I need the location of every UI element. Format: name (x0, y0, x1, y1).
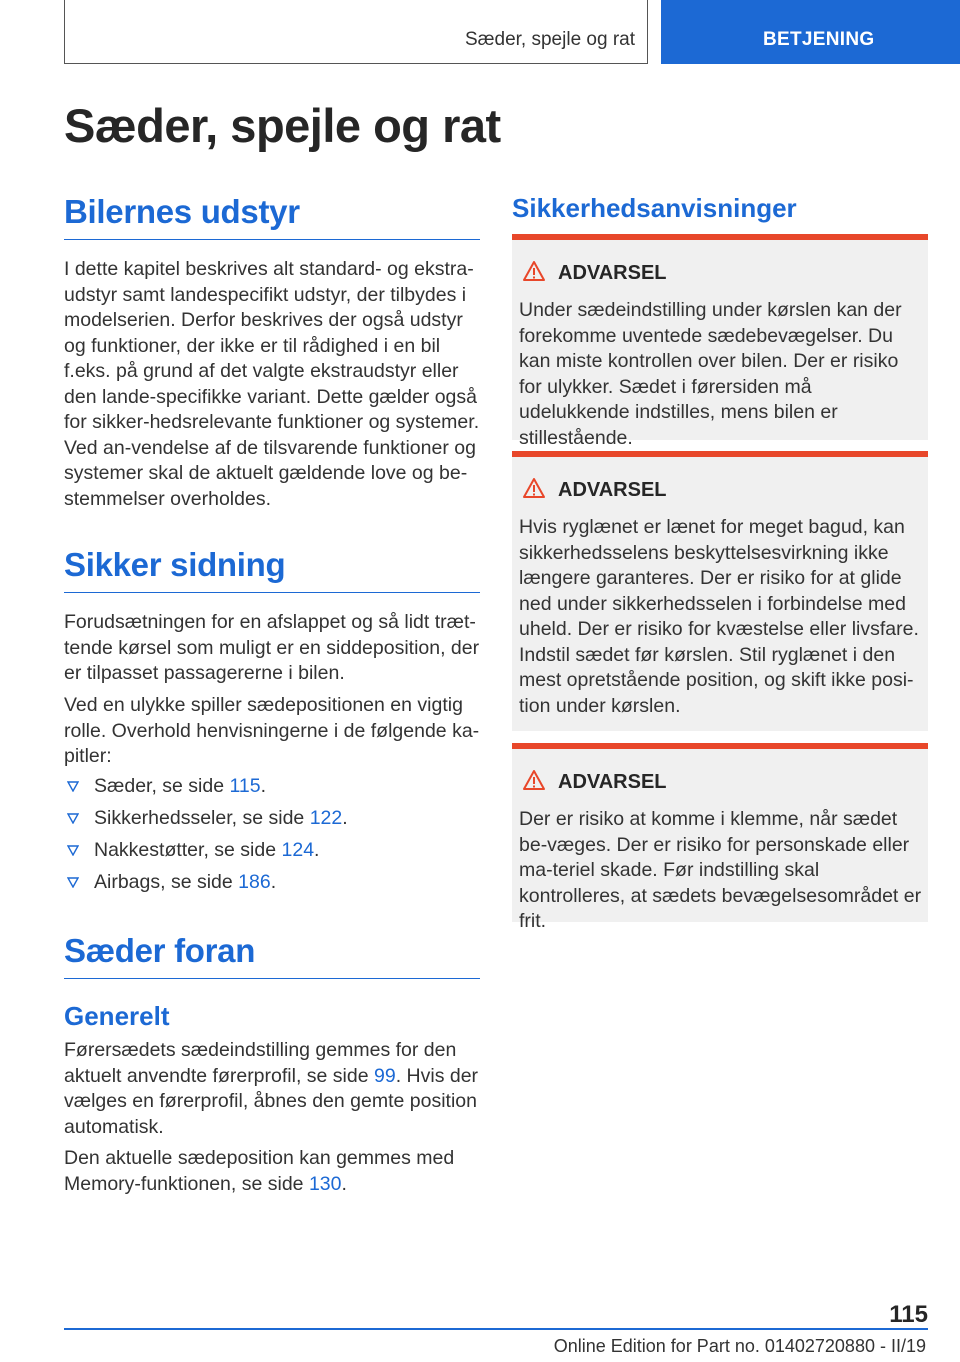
generelt-p1-text-end: . Hvis der vælges en førerprofil, åbnes den gemte position automatisk. (64, 1064, 479, 1138)
sidning-paragraph-1: Forudsætningen for en afslappet og så lidt træt-tende kørsel som muligt er en siddeposition, der er tilpasset passagererne i bilen. (64, 611, 480, 684)
list-item-text: Sæder, se side (94, 775, 230, 797)
list-item-text: Sikkerhedsseler, se side (94, 807, 310, 829)
warning-title: ADVARSEL (558, 262, 667, 284)
warning-text: Hvis ryglænet er lænet for meget bagud, kan sikkerhedsselens beskyttelsesvirkning ikke længere garanteres. Der er risiko for at glide ned under sikkerhedsselen i forbindelse med uheld. Der er risiko for kvæstelse eller livsfare. Indstil sædet før kørslen. Stil ryglænet i den mest opretstående position, og skift ikke posi-tion under kørslen. (519, 516, 919, 717)
page-link[interactable]: 99 (374, 1064, 396, 1087)
warning-triangle-icon (522, 769, 546, 791)
sidning-paragraph-2: Ved en ulykke spiller sædepositionen en vigtig rolle. Overhold henvisningerne i de følgende ka-pitler: (64, 694, 480, 767)
triangle-bullet-icon (67, 781, 79, 792)
page-link[interactable]: 130 (308, 1172, 342, 1195)
triangle-bullet-icon (67, 813, 79, 824)
warning-title: ADVARSEL (558, 771, 667, 793)
generelt-p2-text: Den aktuelle sædeposition kan gemmes med Memory-funktionen, se side (64, 1147, 455, 1195)
subheading-generelt: Generelt (64, 1001, 170, 1031)
warning-box (512, 743, 928, 932)
footer-edition: Online Edition for Part no. 01402720880 - II/19 (553, 1336, 926, 1356)
heading-bilernes-udstyr: Bilernes udstyr (64, 193, 480, 240)
page-link[interactable]: 124 (281, 839, 315, 861)
warning-text: Der er risiko at komme i klemme, når sædet be-væges. Der er risiko for personskade eller ma-teriel skade. Før indstilling skal kontrolleres, at sædets bevægelsesområdet er frit. (519, 808, 922, 932)
generelt-paragraph-2 (64, 1146, 484, 1197)
triangle-bullet-icon (67, 877, 79, 888)
list-item (64, 834, 480, 866)
list-item-text: Airbags, se side (94, 871, 239, 893)
list-item-end: . (260, 775, 267, 797)
list-item (64, 802, 480, 834)
cross-reference-list (64, 770, 480, 898)
footer-divider (64, 1328, 928, 1330)
header-section-title: Sæder, spejle og rat (464, 29, 635, 50)
header-chapter-tab[interactable] (661, 0, 960, 64)
list-item-end: . (314, 839, 320, 861)
generelt-p1-text: Førersædets sædeindstilling gemmes for den aktuelt anvendte førerprofil, se side (64, 1039, 457, 1087)
heading-saeder-foran: Sæder foran (64, 932, 480, 979)
list-item-end: . (342, 807, 348, 829)
page-link[interactable]: 186 (238, 871, 271, 893)
triangle-bullet-icon (67, 845, 79, 856)
warning-box (512, 451, 928, 731)
heading-sikkerhedsanvisninger: Sikkerhedsanvisninger (512, 193, 797, 223)
header-section-box (64, 0, 648, 64)
page-link[interactable]: 115 (229, 775, 261, 797)
list-item (64, 866, 480, 898)
list-item-end: . (270, 871, 277, 893)
warning-text: Under sædeindstilling under kørslen kan der forekomme uventede sædebevægelser. Du kan miste kontrollen over bilen. Der er risiko for ulykker. Sædet i førersiden må udelukkende indstilles, mens bilen er stillestående. (519, 299, 902, 449)
page-link[interactable]: 122 (309, 807, 343, 829)
page-title: Sæder, spejle og rat (64, 99, 501, 152)
heading-sikker-sidning: Sikker sidning (64, 546, 480, 593)
header-chapter-title: BETJENING (763, 29, 875, 50)
generelt-p2-text-end: . (341, 1172, 347, 1195)
list-item (64, 770, 480, 802)
warning-triangle-icon (522, 260, 546, 282)
intro-paragraph: I dette kapitel beskrives alt standard- og ekstra-udstyr samt landespecifikt udstyr, der tilbydes i modelserien. Derfor beskrives der også udstyr og funktioner, der ikke er til rådighed i en bil f.eks. på grund af det valgte ekstraudstyr eller den lande-specifikke variant. Dette gælder også for sikker-hedsrelevante funktioner og systemer. Ved an-vendelse af de tilsvarende funktioner og systemer skal de aktuelt gældende love og be-stemmelser overholdes. (64, 258, 480, 510)
page-number: 115 (889, 1301, 928, 1328)
list-item-text: Nakkestøtter, se side (94, 839, 282, 861)
warning-title: ADVARSEL (558, 479, 667, 501)
warning-triangle-icon (522, 477, 546, 499)
generelt-paragraph-1 (64, 1038, 484, 1140)
warning-box (512, 234, 928, 449)
